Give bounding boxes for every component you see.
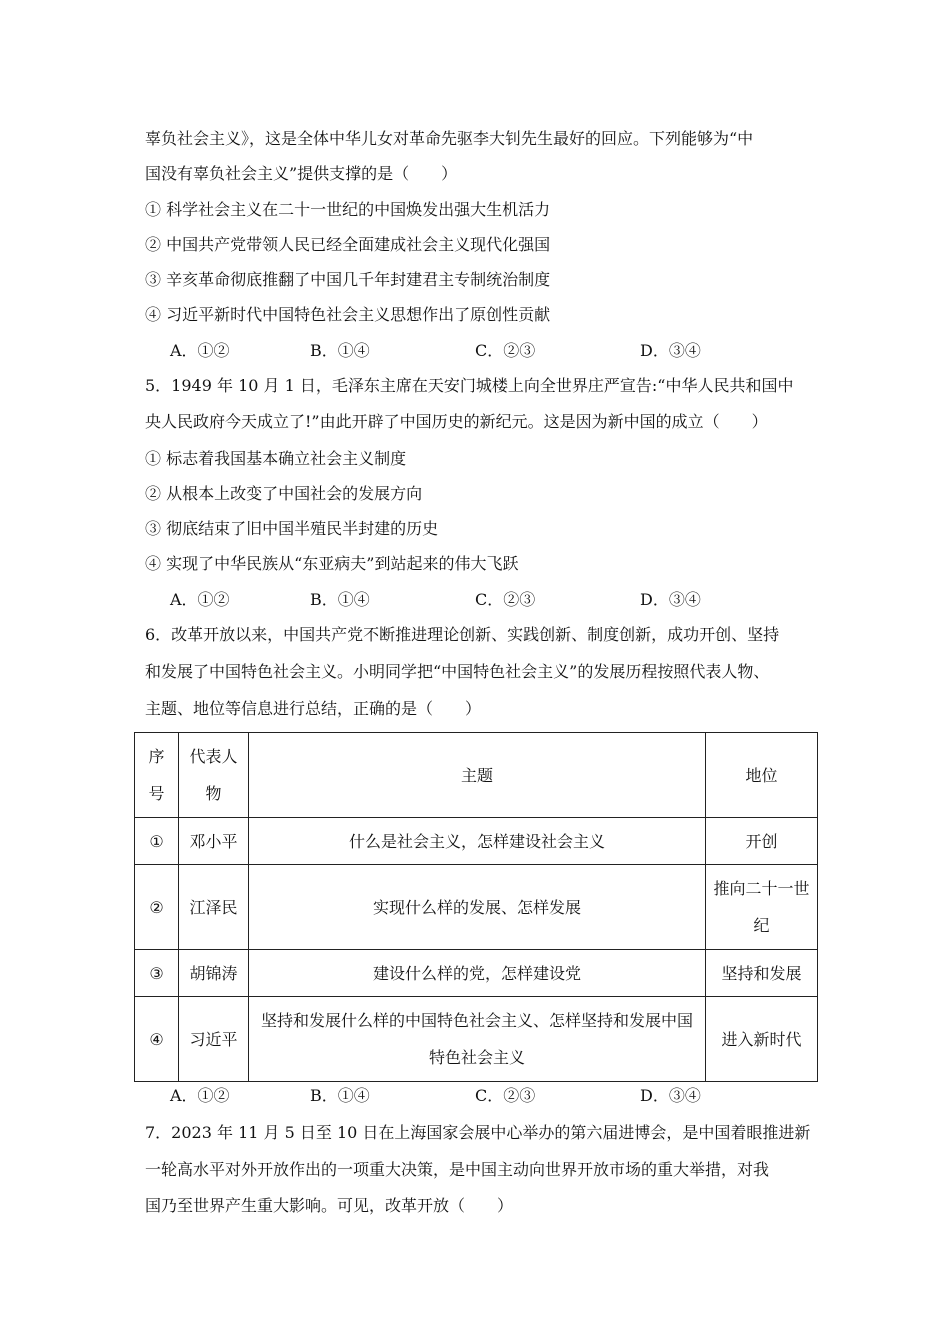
row-status: 推向二十一世纪 xyxy=(706,865,818,950)
row-index: ② xyxy=(135,865,179,950)
row-status: 坚持和发展 xyxy=(706,950,818,997)
header-index: 序号 xyxy=(135,733,179,818)
q5-option-c[interactable]: C．②③ xyxy=(475,590,536,609)
table-row xyxy=(135,865,818,950)
q6-option-c[interactable]: C．②③ xyxy=(475,1086,536,1105)
q4-option-a[interactable]: A．①② xyxy=(170,341,230,360)
q4-item-2: ② 中国共产党带领人民已经全面建成社会主义现代化强国 xyxy=(145,235,551,254)
row-theme: 什么是社会主义，怎样建设社会主义 xyxy=(249,818,706,865)
row-status: 开创 xyxy=(706,818,818,865)
table-row xyxy=(135,997,818,1082)
row-person: 胡锦涛 xyxy=(179,950,249,997)
header-person: 代表人物 xyxy=(179,733,249,818)
row-index: ③ xyxy=(135,950,179,997)
row-index: ① xyxy=(135,818,179,865)
q4-item-1: ① 科学社会主义在二十一世纪的中国焕发出强大生机活力 xyxy=(145,200,551,219)
q7-stem-line-3: 国乃至世界产生重大影响。可见，改革开放（ ） xyxy=(145,1196,514,1215)
q6-option-d[interactable]: D．③④ xyxy=(640,1086,701,1105)
q4-stem-line-1: 辜负社会主义》，这是全体中华儿女对革命先驱李大钊先生最好的回应。下列能够为“中 xyxy=(145,129,754,148)
q6-stem-line-1: 6．改革开放以来，中国共产党不断推进理论创新、实践创新、制度创新，成功开创、坚持 xyxy=(145,625,780,644)
q7-stem-line-1: 7．2023 年 11 月 5 日至 10 日在上海国家会展中心举办的第六届进博会，是中国着眼推进新 xyxy=(145,1123,811,1142)
table-row xyxy=(135,950,818,997)
row-index: ④ xyxy=(135,997,179,1082)
header-status: 地位 xyxy=(706,733,818,818)
row-person: 习近平 xyxy=(179,997,249,1082)
q4-item-4: ④ 习近平新时代中国特色社会主义思想作出了原创性贡献 xyxy=(145,305,551,324)
row-status: 进入新时代 xyxy=(706,997,818,1082)
table-header-row xyxy=(135,733,818,818)
q4-stem-line-2: 国没有辜负社会主义”提供支撑的是（ ） xyxy=(145,164,458,183)
q4-item-3: ③ 辛亥革命彻底推翻了中国几千年封建君主专制统治制度 xyxy=(145,270,551,289)
row-theme: 坚持和发展什么样的中国特色社会主义、怎样坚持和发展中国特色社会主义 xyxy=(249,997,706,1082)
q5-option-b[interactable]: B．①④ xyxy=(310,590,370,609)
q6-option-b[interactable]: B．①④ xyxy=(310,1086,370,1105)
q5-item-2: ② 从根本上改变了中国社会的发展方向 xyxy=(145,484,423,503)
q5-item-4: ④ 实现了中华民族从“东亚病夫”到站起来的伟大飞跃 xyxy=(145,554,519,573)
row-person: 邓小平 xyxy=(179,818,249,865)
q5-option-d[interactable]: D．③④ xyxy=(640,590,701,609)
row-person: 江泽民 xyxy=(179,865,249,950)
q6-table xyxy=(134,732,818,1082)
q5-item-1: ① 标志着我国基本确立社会主义制度 xyxy=(145,449,407,468)
q4-option-b[interactable]: B．①④ xyxy=(310,341,370,360)
q4-option-d[interactable]: D．③④ xyxy=(640,341,701,360)
q5-option-a[interactable]: A．①② xyxy=(170,590,230,609)
q6-stem-line-2: 和发展了中国特色社会主义。小明同学把“中国特色社会主义”的发展历程按照代表人物、 xyxy=(145,662,770,681)
q6-stem-line-3: 主题、地位等信息进行总结，正确的是（ ） xyxy=(145,699,482,718)
row-theme: 实现什么样的发展、怎样发展 xyxy=(249,865,706,950)
header-theme: 主题 xyxy=(249,733,706,818)
q5-stem-line-2: 央人民政府今天成立了!”由此开辟了中国历史的新纪元。这是因为新中国的成立（ ） xyxy=(145,412,768,431)
table-row xyxy=(135,818,818,865)
q5-stem-line-1: 5．1949 年 10 月 1 日，毛泽东主席在天安门城楼上向全世界庄严宣告:“中华人民共和国中 xyxy=(145,376,794,395)
q5-item-3: ③ 彻底结束了旧中国半殖民半封建的历史 xyxy=(145,519,439,538)
q4-option-c[interactable]: C．②③ xyxy=(475,341,536,360)
row-theme: 建设什么样的党，怎样建设党 xyxy=(249,950,706,997)
q6-option-a[interactable]: A．①② xyxy=(170,1086,230,1105)
q7-stem-line-2: 一轮高水平对外开放作出的一项重大决策，是中国主动向世界开放市场的重大举措，对我 xyxy=(145,1160,770,1179)
